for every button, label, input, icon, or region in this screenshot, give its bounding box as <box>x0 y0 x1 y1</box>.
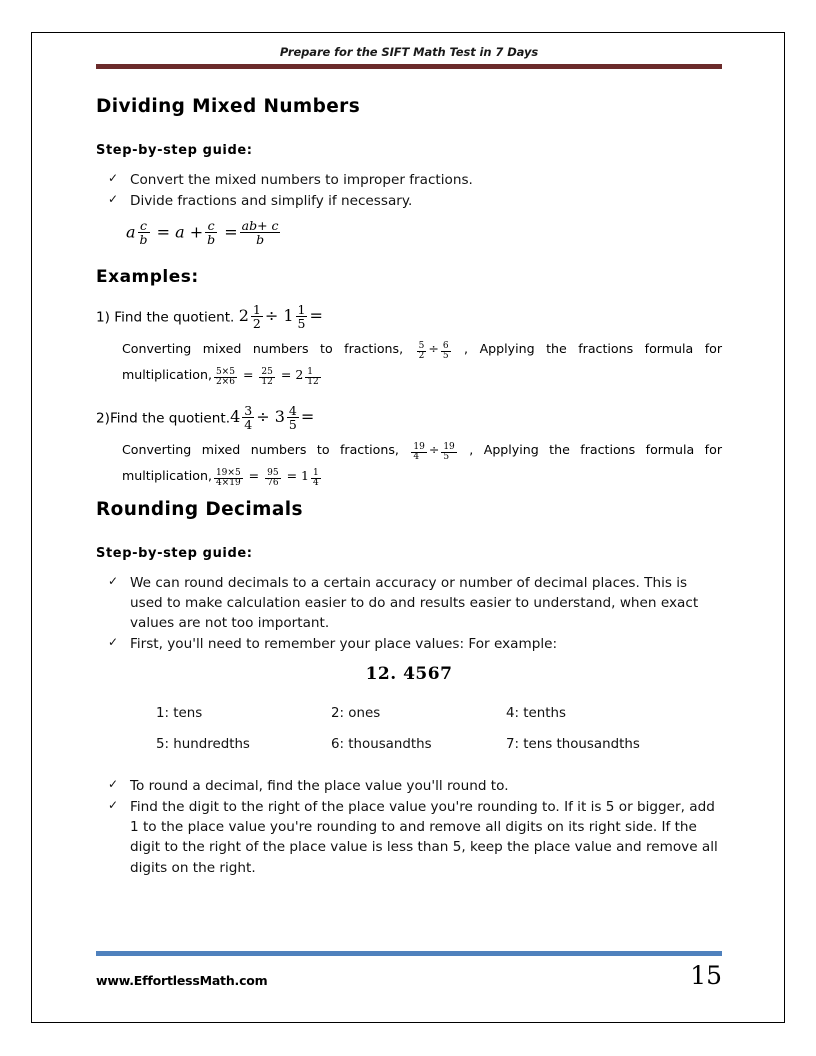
check-icon: ✓ <box>108 634 119 649</box>
example-2-expression: 4 $\frac{3}{4}$ ÷ 3 $\frac{4}{5}$ = <box>230 402 315 432</box>
equals-sign: = <box>309 306 323 326</box>
table-row <box>156 698 681 729</box>
place-value-cell: 7: tens thousandths <box>506 737 640 753</box>
header-rule <box>96 64 722 69</box>
example-1-prompt <box>96 303 722 330</box>
check-icon: ✓ <box>108 798 119 813</box>
page-sheet <box>31 32 785 1023</box>
list-item <box>96 170 722 190</box>
list-item <box>96 797 722 877</box>
example-1 <box>96 303 722 388</box>
table-row <box>156 729 681 760</box>
divide-sign: ÷ <box>256 407 270 427</box>
mixed-fraction-1: $\frac{3}{4}$ <box>244 402 253 432</box>
running-head: Prepare for the SIFT Math Test in 7 Days <box>279 45 539 59</box>
step-by-step-guide-label-1: Step-by-step guide: <box>96 143 253 158</box>
formula-equals-2: = <box>224 222 238 242</box>
page-content <box>96 45 722 879</box>
place-value-cell: 6: thousandths <box>331 737 432 753</box>
page-footer <box>96 951 722 988</box>
place-value-cell: 4: tenths <box>506 706 566 722</box>
example-2-prompt <box>96 404 722 431</box>
mixed-fraction-2: $\frac{1}{5}$ <box>297 301 306 331</box>
formula-a2: a <box>175 222 185 242</box>
place-value-cell: 1: tens <box>156 706 203 722</box>
mixed-fraction-2: $\frac{4}{5}$ <box>288 402 297 432</box>
example-prompt-text: Find the quotient. <box>109 410 231 427</box>
solution-result-fraction: $\frac{1}{12}$ <box>307 366 319 388</box>
divide-sign: ÷ <box>264 306 279 326</box>
guide-bullet-list-2-top <box>96 573 722 654</box>
solution-fraction-2: $\frac{6}{5}$ <box>442 340 449 362</box>
place-value-cell: 5: hundredths <box>156 737 250 753</box>
formula-plus: + <box>189 222 204 242</box>
formula-a1: a <box>126 222 136 242</box>
bullet-text: Divide fractions and simplify if necessary. <box>130 193 413 210</box>
bullet-text: Find the digit to the right of the place value you're rounding to. If it is 5 or bigger, add 1 to the place value you're rounding to and remove all digits on its right side. If the digit to the right of the place value is less than 5, keep the place value and remove all digits on the right. <box>130 799 718 876</box>
guide-bullet-list-2-bottom <box>96 776 722 878</box>
solution-result-fraction: $\frac{1}{4}$ <box>313 467 319 489</box>
solution-line-2: multiplication, $\frac{19\times 5}{4\times 19}$ = $\frac{95}{76}$ = 1 $\frac{1}{4}$ <box>122 463 722 489</box>
example-number: 1) <box>96 309 110 326</box>
example-number: 2) <box>96 410 110 427</box>
bullet-text: To round a decimal, find the place value you'll round to. <box>130 778 509 795</box>
check-icon: ✓ <box>108 171 119 185</box>
divide-sign: ÷ <box>428 442 440 458</box>
section-title-rounding-decimals: Rounding Decimals <box>96 498 303 520</box>
solution-fraction-pair <box>415 340 453 362</box>
solution-computation: $\frac{5\times 5}{2\times 6}$ = $\frac{25}{12}$ = 2 $\frac{1}{12}$ <box>215 366 319 388</box>
section-title-dividing-mixed-numbers: Dividing Mixed Numbers <box>96 96 361 117</box>
bullet-text: We can round decimals to a certain accuracy or number of decimal places. This is used to make calculation easier to do and results easier to understand, when exact values are not too important. <box>130 574 699 631</box>
solution-line-1: Converting mixed numbers to fractions, $\frac{5}{2}$ ÷ $\frac{6}{5}$ , Applying the fractions formula for <box>122 340 723 362</box>
mixed-fraction-1: $\frac{1}{2}$ <box>252 301 261 331</box>
solution-fraction-pair <box>409 441 458 463</box>
solution-fraction-4: $\frac{25}{12}$ <box>261 366 273 388</box>
footer-row <box>96 956 722 988</box>
formula-equals-1: = <box>156 222 171 242</box>
place-value-cell: 2: ones <box>331 706 381 722</box>
list-item <box>96 634 722 654</box>
solution-fraction-4: $\frac{95}{76}$ <box>267 467 279 489</box>
solution-line-1: Converting mixed numbers to fractions, $\frac{19}{4}$ ÷ $\frac{19}{5}$ , Applying the fractions formula for <box>122 441 722 463</box>
page-number: 15 <box>690 961 722 990</box>
solution-fraction-1: $\frac{19}{4}$ <box>413 441 425 463</box>
divide-sign: ÷ <box>428 341 439 357</box>
example-2-solution <box>122 437 722 489</box>
guide-bullet-list-1 <box>96 170 722 211</box>
example-prompt-text: Find the quotient. <box>114 309 235 326</box>
solution-fraction-3: $\frac{19\times 5}{4\times 19}$ <box>215 467 241 489</box>
bullet-text: Convert the mixed numbers to improper fractions. <box>130 172 473 188</box>
list-item <box>96 191 722 211</box>
bullet-text: First, you'll need to remember your place values: For example: <box>130 635 558 652</box>
formula-fraction-3: $\frac{ab+ c}{b}$ <box>241 218 279 248</box>
formula-fraction-2: $\frac{c}{b}$ <box>207 218 216 248</box>
check-icon: ✓ <box>108 192 119 207</box>
formula-fraction-1: $\frac{c}{b}$ <box>139 218 148 248</box>
equals-sign: = <box>300 407 315 427</box>
example-1-solution <box>122 336 722 388</box>
website-url: www.EffortlessMath.com <box>96 973 268 988</box>
mixed-number-formula <box>126 219 722 246</box>
solution-computation: $\frac{19\times 5}{4\times 19}$ = $\frac{95}{76}$ = 1 $\frac{1}{4}$ <box>215 467 319 489</box>
examples-title: Examples: <box>96 266 199 287</box>
check-icon: ✓ <box>108 777 119 792</box>
step-by-step-guide-label-2: Step-by-step guide: <box>96 545 253 561</box>
check-icon: ✓ <box>108 573 119 588</box>
solution-line-2: multiplication, $\frac{5\times 5}{2\times 6}$ = $\frac{25}{12}$ = 2 $\frac{1}{12}$ <box>122 362 722 388</box>
solution-fraction-1: $\frac{5}{2}$ <box>418 340 425 362</box>
solution-fraction-3: $\frac{5\times 5}{2\times 6}$ <box>215 366 235 388</box>
place-value-example-number: 12. 4567 <box>365 664 453 685</box>
example-1-expression: 2 $\frac{1}{2}$ ÷ 1 $\frac{1}{5}$ = <box>238 301 323 331</box>
list-item <box>96 573 722 633</box>
solution-fraction-2: $\frac{19}{5}$ <box>443 441 455 463</box>
place-value-table <box>156 698 681 760</box>
example-2 <box>96 404 722 489</box>
list-item <box>96 776 722 796</box>
